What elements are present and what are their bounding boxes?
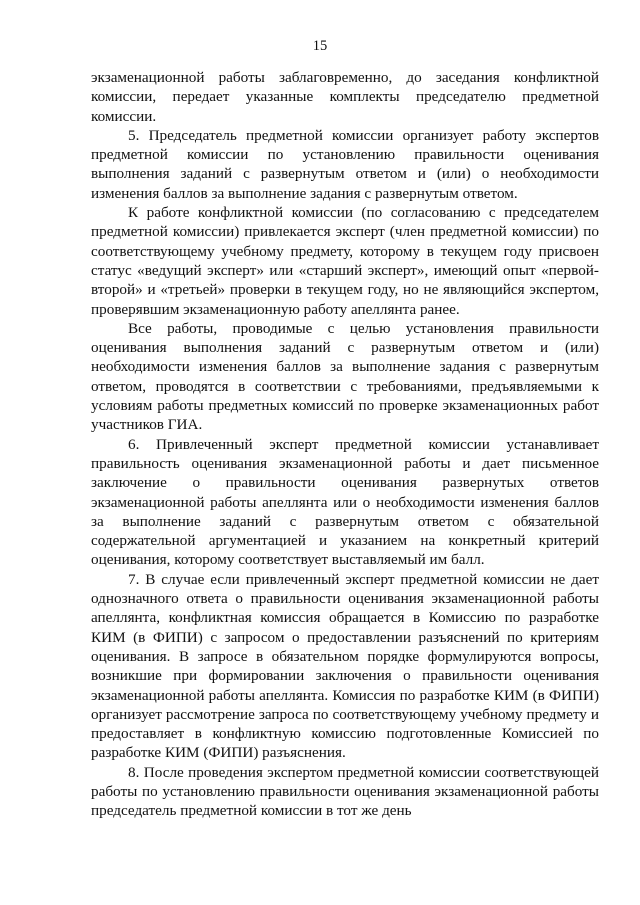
paragraph-item-7: 7. В случае если привлеченный эксперт предметной комиссии не дает однозначного ответа о правильности оценивания экзаменационной работы апеллянта, конфликтная комиссия обращается в Комиссию по разработке КИМ (в ФИПИ) с запросом о предоставлении разъяснений по критериям оценивания. В запросе в обязательном порядке формулируются вопросы, возникшие при формировании заключения о правильности оценивания экзаменационной работы апеллянта. Комиссия по разработке КИМ (в ФИПИ) организует рассмотрение запроса по соответствующему учебному предмету и предоставляет в конфликтную комиссию подготовленные Комиссией по разработке КИМ (ФИПИ) разъяснения. (91, 570, 599, 762)
document-body (91, 68, 599, 821)
paragraph-expert-involvement: К работе конфликтной комиссии (по согласованию с председателем предметной комиссии) привлекается эксперт (член предметной комиссии) по соответствующему учебному предмету, которому в текущем году присвоен статус «ведущий эксперт» или «старший эксперт», имеющий опыт «первой-второй» и «третьей» проверки в текущем году, но не являющийся экспертом, проверявшим экзаменационную работу апеллянта ранее. (91, 204, 599, 318)
paragraph-item-6: 6. Привлеченный эксперт предметной комиссии устанавливает правильность оценивания экзаменационной работы и дает письменное заключение о правильности оценивания развернутых ответов экзаменационной работы апеллянта или о необходимости изменения баллов за выполнение заданий с развернутым ответом с обязательной содержательной аргументацией и указанием на конкретный критерий оценивания, которому соответствует выставляемый им балл. (91, 435, 599, 569)
paragraph-item-8: 8. После проведения экспертом предметной комиссии соответствующей работы по установлению правильности оценивания экзаменационной работы председатель предметной комиссии в тот же день (91, 763, 599, 820)
paragraph-continuation: экзаменационной работы заблаговременно, до заседания конфликтной комиссии, передает указанные комплекты председателю предметной комиссии. (91, 69, 599, 125)
page-number: 15 (312, 38, 328, 54)
paragraph-work-conditions: Все работы, проводимые с целью установления правильности оценивания выполнения заданий с развернутым ответом и (или) необходимости изменения баллов за выполнение задания с развернутым ответом, проводятся в соответствии с требованиями, предъявляемыми к условиям работы предметных комиссий по проверке экзаменационных работ участников ГИА. (91, 319, 599, 434)
paragraph-item-5: 5. Председатель предметной комиссии организует работу экспертов предметной комиссии по установлению правильности оценивания выполнения заданий с развернутым ответом и (или) о необходимости изменения баллов за выполнение задания с развернутым ответом. (91, 126, 599, 202)
